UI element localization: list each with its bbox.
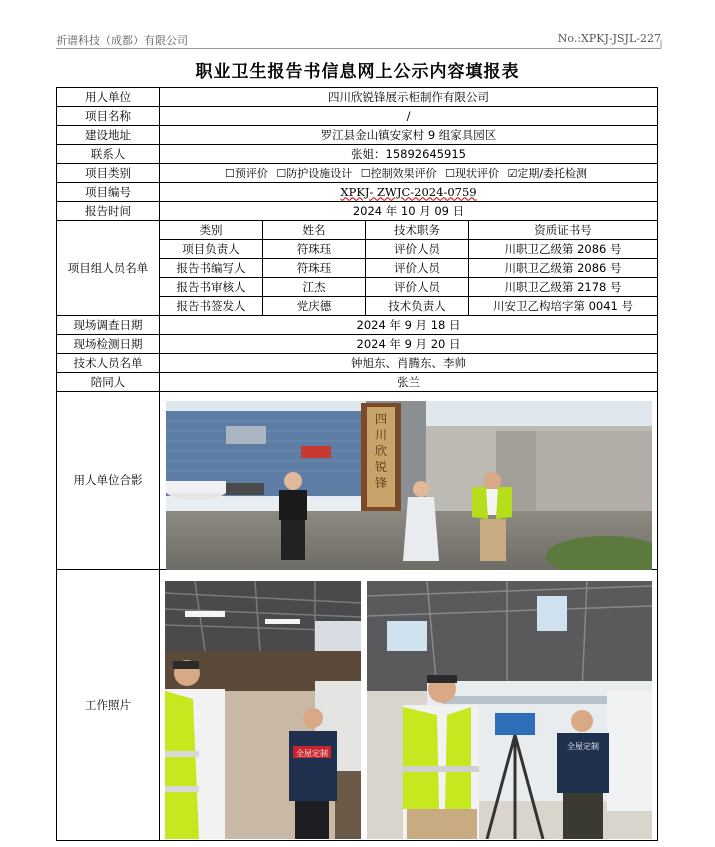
row-detect-date: [57, 335, 658, 354]
row-contact: [57, 145, 658, 164]
category-options: [160, 164, 658, 183]
group-photo-label: 用人单位合影: [57, 392, 160, 570]
team-cell: 江杰: [263, 278, 366, 297]
row-tech-staff: [57, 354, 658, 373]
team-header-name: 姓名: [263, 221, 366, 240]
escort-value: 张兰: [160, 373, 658, 392]
project-no-label: 项目编号: [57, 183, 160, 202]
team-cell: 符珠珏: [263, 259, 366, 278]
project-name-label: 项目名称: [57, 107, 160, 126]
survey-date-label: 现场调查日期: [57, 316, 160, 335]
category-protection-design-checkbox[interactable]: ☐防护设施设计: [276, 166, 353, 180]
sign-char: 欣: [374, 444, 388, 458]
team-header-row: [57, 221, 658, 240]
team-cell: 评价人员: [366, 259, 469, 278]
category-pre-eval-checkbox[interactable]: ☐预评价: [224, 166, 268, 180]
category-status-eval-checkbox[interactable]: ☐现状评价: [445, 166, 499, 180]
team-label: 项目组人员名单: [57, 221, 160, 316]
vest-text: 全屋定制: [567, 742, 599, 751]
tech-staff-label: 技术人员名单: [57, 354, 160, 373]
row-project-name: [57, 107, 658, 126]
work-photo-1: [165, 581, 361, 839]
corner-mark-left: [44, 40, 52, 48]
company-name: 祈谱科技（成都）有限公司: [56, 34, 188, 47]
team-cell: 评价人员: [366, 240, 469, 259]
team-cell: 项目负责人: [160, 240, 263, 259]
team-cell: 符珠珏: [263, 240, 366, 259]
category-control-effect-checkbox[interactable]: ☐控制效果评价: [360, 166, 437, 180]
work-photo-2: [367, 581, 652, 839]
team-cell: 技术负责人: [366, 297, 469, 316]
team-cell: 党庆德: [263, 297, 366, 316]
row-employer: [57, 88, 658, 107]
row-category: [57, 164, 658, 183]
sign-char: 川: [374, 428, 388, 442]
team-cell: 报告书编写人: [160, 259, 263, 278]
employer-label: 用人单位: [57, 88, 160, 107]
report-time-value: 2024 年 10 月 09 日: [160, 202, 658, 221]
team-header-cert: 资质证书号: [469, 221, 658, 240]
detect-date-label: 现场检测日期: [57, 335, 160, 354]
category-label: 项目类别: [57, 164, 160, 183]
project-no-value: [160, 183, 658, 202]
contact-label: 联系人: [57, 145, 160, 164]
team-cell: 评价人员: [366, 278, 469, 297]
escort-label: 陪同人: [57, 373, 160, 392]
team-cell: 川职卫乙级第 2178 号: [469, 278, 658, 297]
team-cell: 川安卫乙构培字第 0041 号: [469, 297, 658, 316]
row-address: [57, 126, 658, 145]
team-cell: 川职卫乙级第 2086 号: [469, 240, 658, 259]
header-rule: [56, 48, 661, 49]
team-header-title: 技术职务: [366, 221, 469, 240]
project-name-value: /: [160, 107, 658, 126]
row-report-time: [57, 202, 658, 221]
team-header-category: 类别: [160, 221, 263, 240]
team-cell: 报告书审核人: [160, 278, 263, 297]
employer-value: 四川欣锐锋展示柜制作有限公司: [160, 88, 658, 107]
project-no-text: XPKJ- ZWJC-2024-0759: [340, 184, 477, 199]
corner-mark-right: [660, 40, 668, 48]
document-number: No.:XPKJ-JSJL-227: [557, 32, 661, 45]
page-title: 职业卫生报告书信息网上公示内容填报表: [195, 62, 520, 82]
address-label: 建设地址: [57, 126, 160, 145]
work-photo-label: 工作照片: [57, 570, 160, 841]
sign-char: 锋: [374, 476, 388, 490]
detect-date-value: 2024 年 9 月 20 日: [160, 335, 658, 354]
address-value: 罗江县金山镇安家村 9 组家具园区: [160, 126, 658, 145]
row-escort: [57, 373, 658, 392]
sign-char: 四: [374, 412, 388, 426]
sign-char: 锐: [374, 460, 388, 474]
row-project-no: [57, 183, 658, 202]
tech-staff-value: 钟旭东、肖腾东、李帅: [160, 354, 658, 373]
team-cell: 川职卫乙级第 2086 号: [469, 259, 658, 278]
survey-date-value: 2024 年 9 月 18 日: [160, 316, 658, 335]
category-periodic-checkbox[interactable]: ☑定期/委托检测: [507, 166, 588, 180]
row-survey-date: [57, 316, 658, 335]
team-cell: 报告书签发人: [160, 297, 263, 316]
group-photo: [166, 401, 652, 570]
report-time-label: 报告时间: [57, 202, 160, 221]
vest-text: 全屋定制: [296, 749, 328, 758]
contact-value: 张姐：15892645915: [160, 145, 658, 164]
